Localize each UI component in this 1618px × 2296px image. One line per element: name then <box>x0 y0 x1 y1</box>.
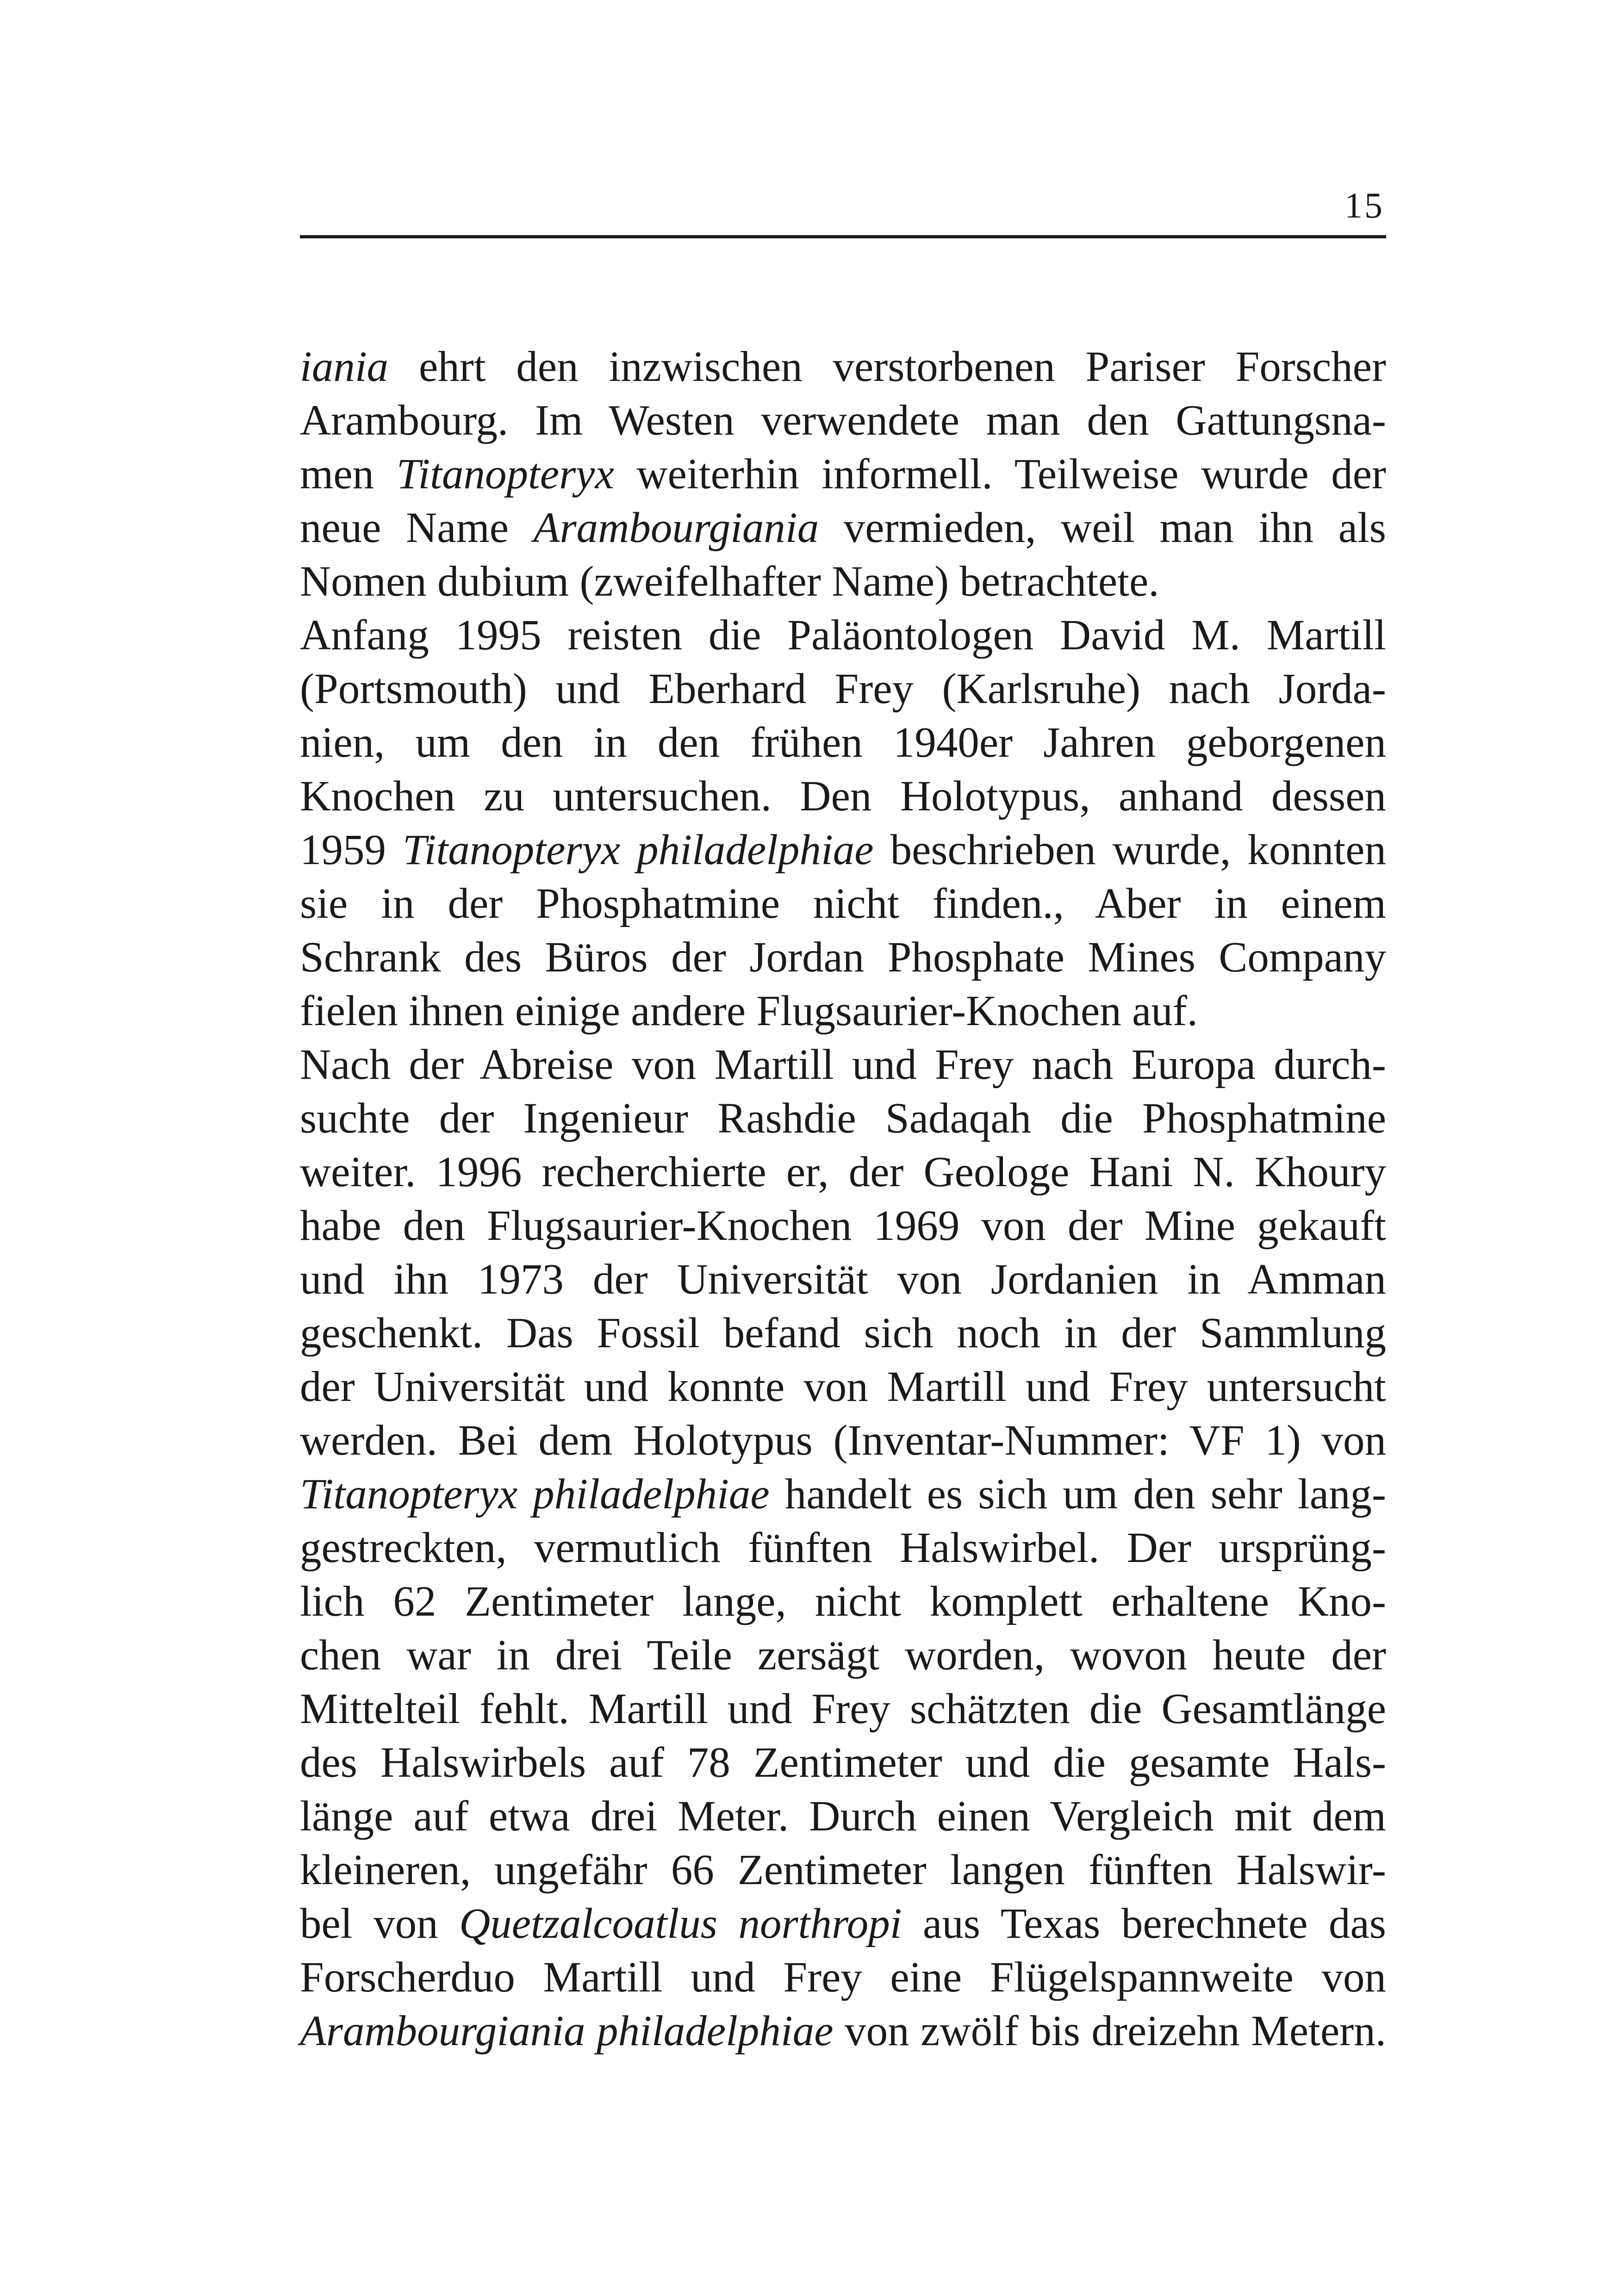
text-segment: handelt es sich um den sehr lang- <box>769 1470 1386 1518</box>
text-line <box>300 1468 1386 1521</box>
text-line <box>300 501 1386 555</box>
italic-taxon-name: iania <box>300 343 389 391</box>
text-line <box>300 1092 1386 1145</box>
text-segment: ehrt den inzwischen verstorbenen Pariser Forscher <box>388 343 1386 391</box>
text-segment: Forscherduo Martill und Frey eine Flügelspannweite von <box>300 1954 1386 2001</box>
text-segment: geschenkt. Das Fossil befand sich noch in der Sammlung <box>300 1309 1386 1357</box>
text-line <box>300 1790 1386 1843</box>
text-segment: Anfang 1995 reisten die Paläontologen David M. Martill <box>300 611 1386 659</box>
italic-taxon-name: Quetzalcoatlus northropi <box>459 1900 902 1948</box>
text-segment: (Portsmouth) und Eberhard Frey (Karlsruhe) nach Jorda- <box>300 665 1386 713</box>
italic-taxon-name: Titanopteryx philadelphiae <box>300 1470 770 1518</box>
text-line <box>300 340 1386 394</box>
text-line <box>300 1360 1386 1414</box>
text-segment: lich 62 Zentimeter lange, nicht komplett erhaltene Kno- <box>300 1578 1386 1625</box>
text-segment: der Universität und konnte von Martill und Frey untersucht <box>300 1363 1386 1411</box>
text-segment: werden. Bei dem Holotypus (Inventar-Nummer: VF 1) von <box>300 1417 1386 1464</box>
page-number: 15 <box>1344 185 1384 225</box>
text-segment: gestreckten, vermutlich fünften Halswirbel. Der ursprüng- <box>300 1524 1386 1572</box>
text-line <box>300 1307 1386 1360</box>
text-segment: weiterhin informell. Teilweise wurde der <box>614 450 1386 498</box>
text-segment: Mittelteil fehlt. Martill und Frey schätzten die Gesamtlänge <box>300 1685 1386 1733</box>
text-segment: Knochen zu untersuchen. Den Holotypus, anhand dessen <box>300 772 1386 820</box>
text-segment: von zwölf bis dreizehn Metern. <box>833 2007 1386 2055</box>
text-line <box>300 555 1386 609</box>
text-segment: 1959 <box>300 826 403 874</box>
text-line <box>300 770 1386 823</box>
italic-taxon-name: Titanopteryx philadelphiae <box>403 826 874 874</box>
text-segment: habe den Flugsaurier-Knochen 1969 von der Mine gekauft <box>300 1202 1386 1250</box>
text-line <box>300 716 1386 770</box>
text-line <box>300 448 1386 501</box>
text-line <box>300 609 1386 662</box>
text-line <box>300 1521 1386 1575</box>
text-segment: des Halswirbels auf 78 Zentimeter und die gesamte Hals- <box>300 1739 1386 1786</box>
text-segment: bel von <box>300 1900 460 1948</box>
text-line <box>300 877 1386 931</box>
body-text <box>300 340 1386 2058</box>
italic-taxon-name: Arambourgiania <box>533 504 819 552</box>
text-line <box>300 394 1386 448</box>
text-segment: weiter. 1996 recherchierte er, der Geologe Hani N. Khoury <box>300 1148 1386 1196</box>
text-line <box>300 1682 1386 1736</box>
text-segment: Arambourg. Im Westen verwendete man den Gattungsna- <box>300 397 1386 444</box>
text-line <box>300 1897 1386 1951</box>
text-line <box>300 1414 1386 1468</box>
header-rule <box>300 235 1386 238</box>
text-line <box>300 1253 1386 1307</box>
text-line <box>300 984 1386 1038</box>
text-segment: Nomen dubium (zweifelhafter Name) betrachtete. <box>300 558 1159 605</box>
text-line <box>300 1038 1386 1092</box>
text-segment: beschrieben wurde, konnten <box>873 826 1387 874</box>
text-segment: chen war in drei Teile zersägt worden, wovon heute der <box>300 1631 1386 1679</box>
text-segment: und ihn 1973 der Universität von Jordanien in Amman <box>300 1256 1386 1303</box>
text-line <box>300 1629 1386 1682</box>
text-line <box>300 662 1386 716</box>
text-segment: Nach der Abreise von Martill und Frey nach Europa durch- <box>300 1041 1386 1089</box>
text-line <box>300 823 1386 877</box>
text-segment: aus Texas berechnete das <box>902 1900 1386 1948</box>
text-segment: vermieden, weil man ihn als <box>819 504 1386 552</box>
text-segment: kleineren, ungefähr 66 Zentimeter langen fünften Halswir- <box>300 1846 1386 1894</box>
italic-taxon-name: Arambourgiania philadelphiae <box>300 2007 834 2055</box>
text-line <box>300 1199 1386 1253</box>
text-line <box>300 1145 1386 1199</box>
text-segment: fielen ihnen einige andere Flugsaurier-Knochen auf. <box>300 987 1198 1035</box>
text-segment: länge auf etwa drei Meter. Durch einen Vergleich mit dem <box>300 1792 1386 1840</box>
text-line <box>300 1843 1386 1897</box>
text-segment: sie in der Phosphatmine nicht finden., Aber in einem <box>300 880 1386 927</box>
text-line <box>300 1736 1386 1790</box>
text-segment: nien, um den in den frühen 1940er Jahren geborgenen <box>300 719 1386 766</box>
text-line <box>300 931 1386 984</box>
text-segment: suchte der Ingenieur Rashdie Sadaqah die Phosphatmine <box>300 1095 1386 1142</box>
italic-taxon-name: Titanopteryx <box>396 450 614 498</box>
text-segment: men <box>300 450 397 498</box>
text-line <box>300 1575 1386 1629</box>
text-segment: Schrank des Büros der Jordan Phosphate Mines Company <box>300 933 1386 981</box>
text-line <box>300 1951 1386 2004</box>
text-segment: neue Name <box>300 504 534 552</box>
text-line <box>300 2004 1386 2058</box>
